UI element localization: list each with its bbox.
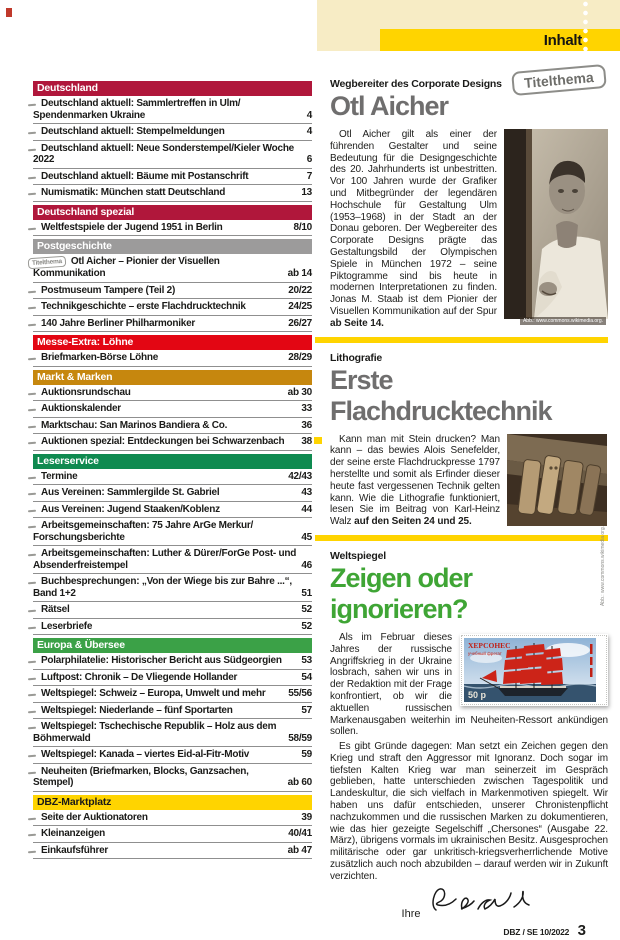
toc-row: [33, 385, 312, 402]
toc-item-page: 57: [301, 704, 312, 716]
toc-item-page: 13: [301, 187, 312, 198]
toc-item-label: Einkaufsführer: [41, 844, 109, 856]
titelthema-badge-small: [28, 307, 36, 310]
toc-item-label: Weltspiegel: Schweiz – Europa, Umwelt und mehr: [41, 688, 266, 699]
toc-row: [33, 96, 312, 124]
stamp-subtitle: учебный фрегат: [468, 650, 502, 656]
lithography-stones-photo: [507, 434, 607, 606]
titelthema-badge-small: [28, 677, 36, 680]
toc: [33, 78, 312, 859]
print-mark: [6, 8, 12, 17]
article-body: Kann man mit Stein drucken? Man kann – das bewies Alois Senefelder, der seine erste Flachdruckpresse 1797 herstellte und somit als Erfinder dieser heute fast vergessenen Technik gelten kann. Wie die Lithografie funktioniert, lesen Sie im Beitrag von Karl-Heinz Walz auf den Seiten 24 und 25.: [330, 433, 500, 528]
toc-row: [33, 826, 312, 843]
toc-section-list: [33, 653, 312, 792]
toc-row: [33, 283, 312, 300]
toc-row: [33, 350, 312, 367]
toc-item-label: Neuheiten (Briefmarken, Blocks, Ganzsachen, Stempel): [33, 765, 249, 788]
toc-section: [33, 205, 312, 237]
toc-item-page: ab 47: [287, 844, 312, 856]
page-number: 3: [577, 921, 586, 939]
toc-item-page: 58/59: [288, 732, 312, 744]
toc-section-list: [33, 350, 312, 367]
toc-row: [33, 485, 312, 502]
toc-section: [33, 795, 312, 860]
toc-item-page: 28/29: [288, 352, 312, 363]
toc-section: [33, 454, 312, 636]
article-paragraph-1: Als im Februar dieses Jahres der russische Angriffskrieg in der Ukraine losbrach, sahen wir uns in der Redaktion mit der Frage konfrontiert, ob wir die aktuellen russischen Markenausgaben weiterhin im Neuheiten-Ressort ankündigen sollen.: [330, 631, 608, 738]
toc-item-label: Auktionsrundschau: [41, 386, 131, 398]
toc-item-label: Weltspiegel: Tschechische Republik – Holz aus dem Böhmerwald: [33, 721, 277, 744]
toc-item-label: Luftpost: Chronik – De Vliegende Hollander: [41, 671, 238, 683]
toc-item-page: 59: [301, 749, 312, 760]
toc-row: [33, 670, 312, 687]
toc-item-page: 4: [306, 109, 312, 121]
toc-row: [33, 316, 312, 333]
portrait-photo-graphic: [504, 129, 608, 319]
toc-section-header: Leserservice: [33, 454, 312, 469]
toc-section-list: [33, 385, 312, 451]
titelthema-badge-small: [28, 509, 36, 512]
toc-item-label: Termine: [41, 470, 78, 482]
titelthema-badge-small: [28, 193, 36, 196]
toc-item-label: Deutschland aktuell: Stempelmeldungen: [41, 126, 225, 137]
toc-item-page: 42/43: [288, 470, 312, 482]
toc-section-list: [33, 469, 312, 636]
photo-credit: Abb.: www.commons.wikimedia.org.: [600, 525, 606, 606]
toc-item-page: 33: [301, 403, 312, 414]
toc-item-page: 51: [301, 587, 312, 599]
signature: [426, 884, 536, 920]
titelthema-badge-small: [28, 554, 36, 557]
article-title: Otl Aicher: [330, 91, 449, 121]
toc-item-label: Deutschland aktuell: Bäume mit Postanschrift: [41, 170, 249, 182]
toc-section-header: Postgeschichte: [33, 239, 312, 254]
toc-item-page: ab 14: [287, 268, 312, 279]
toc-item-label: Weltspiegel: Niederlande – fünf Sportarten: [41, 704, 233, 716]
toc-row: [33, 703, 312, 720]
toc-row: [33, 653, 312, 670]
toc-item-page: 54: [301, 671, 312, 683]
toc-section: [33, 239, 312, 332]
toc-item-label: Seite der Auktionatoren: [41, 811, 148, 823]
toc-item-label: Postmuseum Tampere (Teil 2): [41, 284, 176, 296]
toc-section-header: Deutschland: [33, 81, 312, 96]
page-footer: [330, 922, 608, 940]
toc-item-page: ab 30: [287, 386, 312, 398]
titelthema-badge-small: [28, 526, 36, 529]
titelthema-badge-small: [28, 493, 36, 496]
stones-photo-graphic: [507, 434, 607, 526]
yellow-marker: [314, 437, 322, 444]
toc-item-page: 45: [301, 531, 312, 543]
titelthema-badge-small: [28, 409, 36, 412]
article-title: Zeigen oder ignorieren?: [330, 562, 473, 624]
toc-row: [33, 546, 312, 574]
toc-row: [33, 141, 312, 169]
toc-item-page: 43: [301, 487, 312, 498]
toc-item-label: Aus Vereinen: Sammlergilde St. Gabriel: [41, 487, 220, 498]
toc-row: [33, 686, 312, 703]
otl-aicher-photo: [504, 129, 608, 330]
toc-item-page: 53: [301, 655, 312, 666]
article-body: Otl Aicher gilt als einer der führenden Gestalter und seine Bedeutung für die Designgeschichte des 20. Jahrhunderts ist unbestritten. Vor 100 Jahren wurde der Grafiker und Mitbegründer der legendären Hochschule für Gestaltung Ulm (1953–1968) in der Stadt an der Donau geboren. Der Wegbereiter des Corporate Designs prägte das Gestaltungsbild der Olympischen Spiele in München 1972 – seine Piktogramme sind bis heute in modernen Interpretationen zu finden. Jonas M. Staab ist dem Pionier der Visuellen Kommunikation auf der Spur ab Seite 14.: [330, 129, 497, 329]
toc-row: [33, 169, 312, 186]
titelthema-badge-small: [28, 850, 36, 853]
toc-item-label: Deutschland aktuell: Sammlertreffen in Ulm/ Spendenmarken Ukraine: [33, 98, 241, 121]
article-kicker: Lithografie: [330, 351, 383, 364]
toc-row: [33, 574, 312, 602]
article-kicker: Weltspiegel: [330, 549, 386, 562]
toc-row: [33, 220, 312, 237]
titelthema-badge-small: [28, 755, 36, 758]
titelthema-badge-small: [28, 476, 36, 479]
toc-row: [33, 810, 312, 827]
toc-item-label: Auktionen spezial: Entdeckungen bei Schwarzenbach: [41, 436, 285, 447]
toc-item-page: 39: [301, 811, 312, 823]
toc-section: [33, 335, 312, 367]
toc-row: [33, 254, 312, 283]
titelthema-stamp: Titelthema: [511, 64, 607, 96]
toc-item-label: Marktschau: San Marinos Bandiera & Co.: [41, 419, 228, 431]
stamp-value: 50 р: [468, 689, 487, 700]
toc-item-page: 6: [306, 154, 312, 165]
toc-item-page: 20/22: [288, 284, 312, 296]
toc-item-label: Auktionskalender: [41, 403, 121, 414]
titelthema-badge-small: [28, 817, 36, 820]
toc-row: [33, 518, 312, 546]
toc-item-page: 26/27: [288, 317, 312, 329]
toc-row: [33, 747, 312, 764]
toc-item-page: 38: [301, 436, 312, 447]
toc-item-label: Numismatik: München statt Deutschland: [41, 187, 226, 198]
photo-credit: Abb.: www.commons.wikimedia.org.: [520, 317, 606, 325]
toc-item-label: Otl Aicher – Pionier der Visuellen Kommunikation: [33, 256, 220, 279]
toc-section-list: [33, 810, 312, 860]
article-otl-aicher: [318, 68, 608, 330]
toc-item-label: Rätsel: [41, 604, 70, 615]
toc-item-label: Briefmarken-Börse Löhne: [41, 352, 159, 363]
toc-item-page: ab 60: [287, 777, 312, 788]
toc-section-header: DBZ-Marktplatz: [33, 795, 312, 810]
yellow-divider: [315, 535, 608, 541]
titelthema-badge-small: [28, 710, 36, 713]
titelthema-badge-small: [28, 694, 36, 697]
toc-section-header: Deutschland spezial: [33, 205, 312, 220]
article-title: Erste Flachdrucktechnik: [330, 364, 552, 426]
titelthema-badge-small: [28, 104, 36, 107]
toc-row: [33, 434, 312, 451]
toc-section-header: Messe-Extra: Löhne: [33, 335, 312, 350]
page-reference: auf den Seiten 24 und 25.: [354, 516, 472, 528]
toc-item-label: 140 Jahre Berliner Philharmoniker: [41, 317, 196, 329]
titelthema-badge-small: [28, 626, 36, 629]
toc-item-page: 52: [301, 620, 312, 632]
titelthema-badge-small: [28, 582, 36, 585]
toc-section: [33, 370, 312, 451]
titelthema-badge-small: [28, 392, 36, 395]
toc-row: [33, 469, 312, 486]
toc-item-label: Buchbesprechungen: „Von der Wiege bis zur Bahre ...“, Band 1+2: [33, 576, 292, 599]
titelthema-badge-small: [28, 610, 36, 613]
titelthema-badge-small: [28, 727, 36, 730]
toc-row: [33, 124, 312, 141]
article-zeigen-oder-ignorieren: [318, 550, 608, 940]
toc-item-label: Polarphilatelie: Historischer Bericht aus Südgeorgien: [41, 655, 282, 666]
toc-row: [33, 619, 312, 636]
issue-label: DBZ / SE 10/2022: [503, 926, 570, 937]
toc-section-list: [33, 96, 312, 202]
stamp-graphic: [464, 638, 596, 702]
toc-item-page: 44: [301, 503, 312, 515]
titelthema-badge-small: [28, 176, 36, 179]
article-kicker: Wegbereiter des Corporate Designs: [330, 78, 502, 90]
toc-item-label: Kleinanzeigen: [41, 828, 105, 839]
toc-item-page: 7: [306, 170, 312, 182]
closing-word: Ihre: [401, 907, 421, 920]
toc-row: [33, 502, 312, 519]
toc-row: [33, 185, 312, 202]
toc-item-label: Deutschland aktuell: Neue Sonderstempel/Kieler Woche 2022: [33, 142, 294, 165]
toc-item-label: Arbeitsgemeinschaften: Luther & Dürer/ForGe Post- und Absenderfreistempel: [33, 548, 297, 571]
article-paragraph-2: Es gibt Gründe dagegen: Man setzt ein Zeichen gegen den Krieg und straft den Aggressor mit Ignoranz. Doch sogar im tiefsten Kalten Krieg war man seinerzeit im Gespräch geblieben, hatte unterschieden zwischen Tagespolitik und Landeskultur, die sich vielfach in Markenmotiven spiegelt. Wir haben uns dafür entschieden, unserer Chronistenpflicht nachzukommen und die russischen Marken zu dokumentieren, wie das hier gezeigte Segelschiff „Chersones“ (Ausgabe 22. März), übrigens vormals im ukrainischen Besitz. Ausgesprochen militärische oder gar unkritisch-kriegsverherrlichende Motive zusätzlich auch noch abzubilden – darauf werden wir in Zukunft verzichten.: [330, 741, 608, 882]
toc-section: [33, 81, 312, 202]
stamp-name: ХЕРСОНЕС: [468, 640, 511, 650]
toc-row: [33, 843, 312, 860]
toc-item-page: 46: [301, 559, 312, 571]
dotted-line: [583, 0, 588, 53]
toc-item-label: Weltspiegel: Kanada – viertes Eid-al-Fitr-Motiv: [41, 749, 250, 760]
toc-row: [33, 602, 312, 619]
toc-item-label: Weltfestspiele der Jugend 1951 in Berlin: [41, 221, 223, 233]
yellow-divider: [315, 337, 608, 343]
titelthema-badge-small: [28, 227, 36, 230]
chersones-stamp: [460, 634, 608, 706]
titelthema-badge-small: [28, 323, 36, 326]
inhalt-label: Inhalt: [543, 31, 582, 49]
toc-item-page: 36: [301, 419, 312, 431]
titelthema-badge-small: [28, 834, 36, 837]
toc-item-label: Aus Vereinen: Jugend Staaken/Koblenz: [41, 503, 220, 515]
toc-section-header: Europa & Übersee: [33, 638, 312, 653]
toc-item-page: 24/25: [288, 301, 312, 312]
toc-row: [33, 764, 312, 792]
toc-item-page: 40/41: [288, 828, 312, 839]
toc-section-header: Markt & Marken: [33, 370, 312, 385]
articles-column: [318, 68, 608, 940]
titelthema-badge-small: [28, 148, 36, 151]
toc-section: [33, 638, 312, 792]
toc-item-page: 4: [306, 126, 312, 137]
titelthema-badge-small: [28, 358, 36, 361]
toc-section-list: [33, 254, 312, 332]
titelthema-badge-small: [28, 771, 36, 774]
toc-item-label: Technikgeschichte – erste Flachdrucktechnik: [41, 301, 246, 312]
toc-row: [33, 719, 312, 747]
toc-section-list: [33, 220, 312, 237]
toc-row: [33, 299, 312, 316]
toc-item-page: 55/56: [288, 688, 312, 699]
toc-row: [33, 418, 312, 435]
titelthema-badge-small: [28, 442, 36, 445]
toc-row: [33, 401, 312, 418]
titelthema-badge-small: [28, 132, 36, 135]
page-reference: ab Seite 14.: [330, 317, 384, 329]
titelthema-badge-small: [28, 661, 36, 664]
toc-item-label: Arbeitsgemeinschaften: 75 Jahre ArGe Merkur/ Forschungsberichte: [33, 520, 254, 543]
toc-item-page: 8/10: [293, 221, 312, 233]
titelthema-badge-small: [28, 425, 36, 428]
toc-item-label: Leserbriefe: [41, 620, 93, 632]
titelthema-badge-small: Titelthema: [28, 256, 67, 270]
toc-item-page: 52: [301, 604, 312, 615]
titelthema-badge-small: [28, 290, 36, 293]
